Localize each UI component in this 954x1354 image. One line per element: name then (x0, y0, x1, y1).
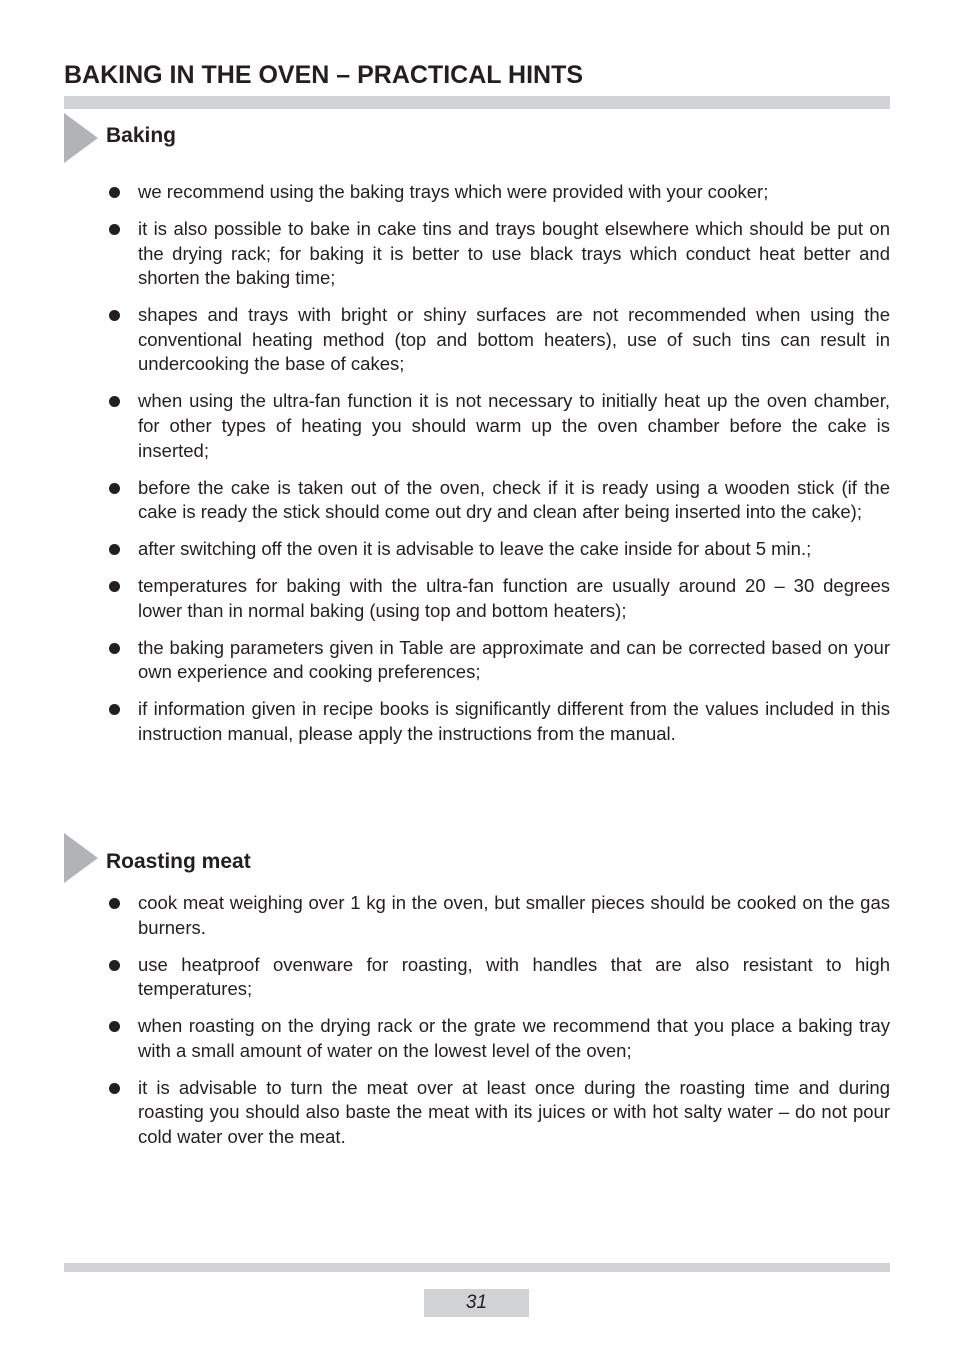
bullet-icon (109, 187, 120, 198)
list-item (106, 537, 890, 562)
bullet-icon (109, 396, 120, 407)
list-item (106, 180, 890, 205)
list-item-text: when using the ultra-fan function it is not necessary to initially heat up the oven chamber, for other types of heating you should warm up the oven chamber before the cake is inserted; (138, 390, 890, 461)
list-item-text: shapes and trays with bright or shiny surfaces are not recommended when using the conventional heating method (top and bottom heaters), use of such tins can result in undercooking the base of cakes; (138, 304, 890, 375)
bullet-icon (109, 643, 120, 654)
list-item-text: the baking parameters given in Table are approximate and can be corrected based on your own experience and cooking preferences; (138, 636, 890, 683)
footer-divider (64, 1263, 890, 1272)
bullet-icon (109, 544, 120, 555)
list-item (106, 891, 890, 940)
section-heading-roasting: Roasting meat (106, 850, 251, 873)
page-number: 31 (424, 1289, 529, 1317)
bullet-icon (109, 898, 120, 909)
section-marker-icon (64, 113, 98, 163)
list-item-text: cook meat weighing over 1 kg in the oven, but smaller pieces should be cooked on the gas burners. (138, 892, 890, 938)
list-item (106, 303, 890, 377)
list-item (106, 1076, 890, 1150)
list-item-text: use heatproof ovenware for roasting, with handles that are also resistant to high temperatures; (138, 953, 890, 1000)
list-item-text: temperatures for baking with the ultra-fan function are usually around 20 – 30 degrees lower than in normal baking (using top and bottom heaters); (138, 575, 890, 621)
list-item (106, 1014, 890, 1063)
list-item-text: it is advisable to turn the meat over at least once during the roasting time and during roasting you should also baste the meat with its juices or with hot salty water – do not pour cold water over the meat. (138, 1076, 890, 1147)
list-item (106, 697, 890, 746)
bullet-icon (109, 1021, 120, 1032)
bullet-icon (109, 483, 120, 494)
list-item-text: we recommend using the baking trays which were provided with your cooker; (138, 181, 769, 202)
section-marker-icon (64, 833, 98, 883)
bullet-icon (109, 224, 120, 235)
list-item (106, 389, 890, 463)
list-item-text: when roasting on the drying rack or the grate we recommend that you place a baking tray with a small amount of water on the lowest level of the oven; (138, 1015, 890, 1061)
list-item (106, 636, 890, 685)
list-item (106, 574, 890, 623)
baking-hints-list (106, 180, 890, 759)
list-item (106, 953, 890, 1002)
list-item-text: before the cake is taken out of the oven, check if it is ready using a wooden stick (if the cake is ready the stick should come out dry and clean after being inserted into the cake); (138, 476, 890, 523)
roasting-hints-list (106, 891, 890, 1162)
list-item (106, 217, 890, 291)
bullet-icon (109, 704, 120, 715)
bullet-icon (109, 310, 120, 321)
bullet-icon (109, 581, 120, 592)
list-item-text: if information given in recipe books is significantly different from the values included in this instruction manual, please apply the instructions from the manual. (138, 698, 890, 744)
section-heading-baking: Baking (106, 124, 177, 147)
list-item-text: it is also possible to bake in cake tins and trays bought elsewhere which should be put on the drying rack; for baking it is better to use black trays which conduct heat better and shorten the baking time; (138, 217, 890, 289)
list-item-text: after switching off the oven it is advisable to leave the cake inside for about 5 min.; (138, 538, 812, 560)
bullet-icon (109, 960, 120, 971)
title-divider (64, 96, 890, 109)
bullet-icon (109, 1083, 120, 1094)
list-item (106, 476, 890, 525)
page-title: BAKING IN THE OVEN – PRACTICAL HINTS (64, 61, 584, 89)
